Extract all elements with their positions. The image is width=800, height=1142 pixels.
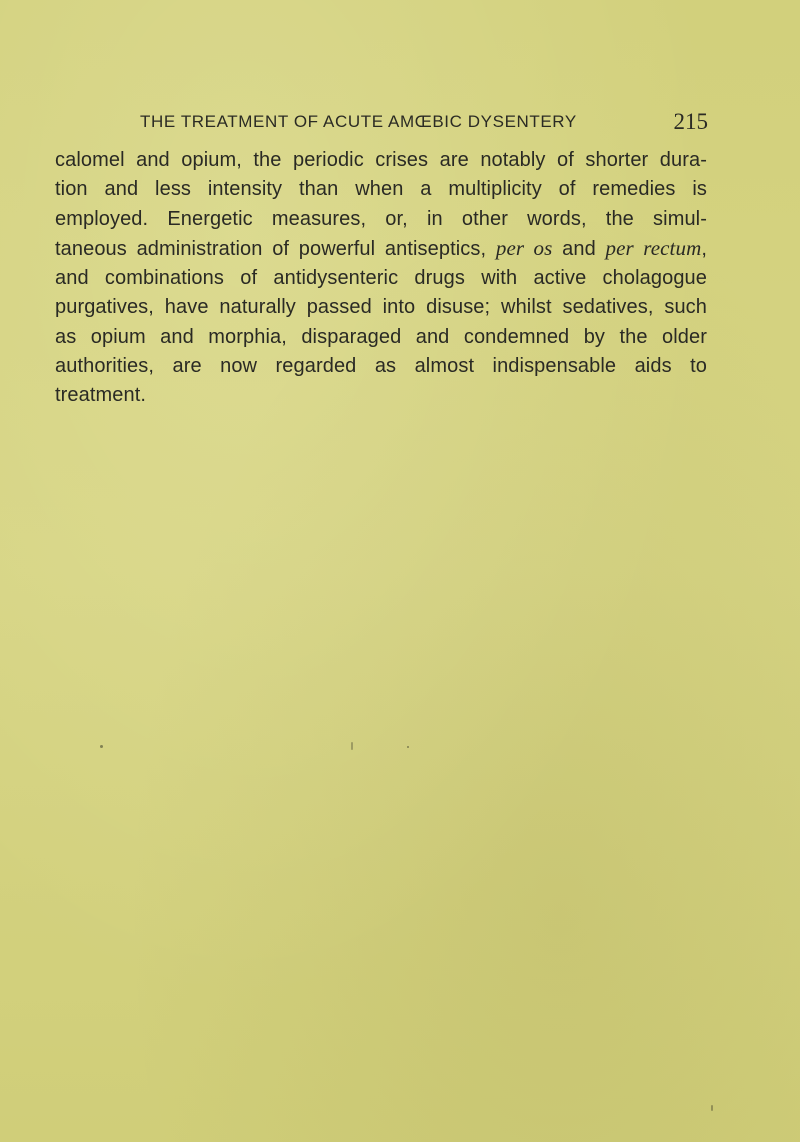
text-segment: taneous administration of powerful antiseptics,	[55, 237, 496, 260]
text-line: purgatives, have naturally passed into disuse; whilst sedatives, such	[55, 296, 707, 319]
italic-phrase: per rectum	[605, 235, 702, 260]
text-line: calomel and opium, the periodic crises are notably of shorter dura-	[55, 149, 707, 171]
text-line: tion and less intensity than when a multiplicity of remedies is	[55, 178, 707, 201]
text-segment: and	[552, 237, 606, 260]
text-line: and combinations of antidysenteric drugs with active cholagogue	[55, 267, 707, 290]
text-segment: ,	[701, 237, 708, 260]
body-paragraph	[55, 146, 707, 411]
paper-speck	[351, 742, 353, 750]
text-line: treatment.	[55, 384, 147, 407]
text-line: authorities, are now regarded as almost indispensable aids to	[55, 355, 707, 378]
text-line	[55, 234, 707, 264]
page-number: 215	[673, 109, 708, 134]
paper-speck	[100, 745, 103, 748]
text-line: employed. Energetic measures, or, in other words, the simul-	[55, 207, 707, 230]
running-head	[140, 110, 708, 140]
text-line: as opium and morphia, disparaged and condemned by the older	[55, 325, 707, 348]
italic-phrase: per os	[495, 235, 553, 260]
paper-speck	[711, 1105, 713, 1111]
paper-speck	[407, 746, 409, 748]
running-title: THE TREATMENT OF ACUTE AMŒBIC DYSENTERY	[140, 112, 577, 131]
